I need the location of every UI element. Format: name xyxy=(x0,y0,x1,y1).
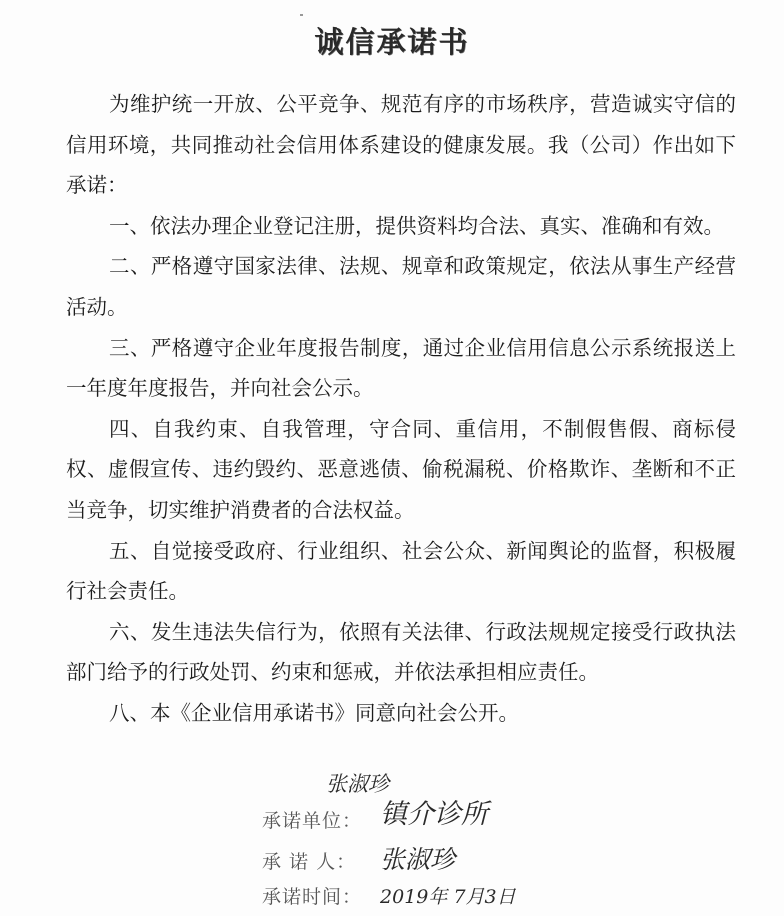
commitment-item-4: 四、自我约束、自我管理，守合同、重信用，不制假售假、商标侵权、虚假宣传、违约毁约、恶意逃债、偷税漏税、价格欺诈、垄断和不正当竞争，切实维护消费者的合法权益。 xyxy=(66,416,736,522)
commit-date-handwriting: 2019年 7月3日 xyxy=(380,886,516,908)
commitment-item-6: 六、发生违法失信行为，依照有关法律、行政法规规定接受行政执法部门给予的行政处罚、约束和惩戒，并依法承担相应责任。 xyxy=(66,619,736,685)
commit-unit-label: 承诺单位： xyxy=(262,810,363,832)
handwritten-signature-top: 张淑珍 xyxy=(326,772,389,796)
document-title: 诚信承诺书 xyxy=(314,25,470,59)
commitment-item-8: 八、本《企业信用承诺书》同意向社会公开。 xyxy=(109,700,520,725)
commit-person-handwriting: 张淑珍 xyxy=(380,845,456,874)
intro-paragraph: 为维护统一开放、公平竞争、规范有序的市场秩序，营造诚实守信的信用环境，共同推动社会信用体系建设的健康发展。我（公司）作出如下承诺： xyxy=(66,92,736,198)
commit-person-row xyxy=(262,840,455,876)
commit-unit-row xyxy=(262,796,488,835)
signature-block xyxy=(262,768,682,913)
commitment-item-2: 二、严格遵守国家法律、法规、规章和政策规定，依法从事生产经营活动。 xyxy=(66,254,736,319)
commit-unit-handwriting: 镇介诊所 xyxy=(380,799,489,830)
scan-speck xyxy=(300,14,303,16)
document-body xyxy=(66,84,736,734)
commit-date-row xyxy=(262,882,516,909)
commit-person-label: 承 诺 人： xyxy=(262,851,357,873)
commit-date-label: 承诺时间： xyxy=(262,886,363,908)
commitment-item-5: 五、自觉接受政府、行业组织、社会公众、新闻舆论的监督，积极履行社会责任。 xyxy=(66,538,736,604)
commitment-item-3: 三、严格遵守企业年度报告制度，通过企业信用信息公示系统报送上一年度年度报告，并向社会公示。 xyxy=(66,335,736,401)
commitment-item-1: 一、依法办理企业登记注册，提供资料均合法、真实、准确和有效。 xyxy=(109,213,725,238)
